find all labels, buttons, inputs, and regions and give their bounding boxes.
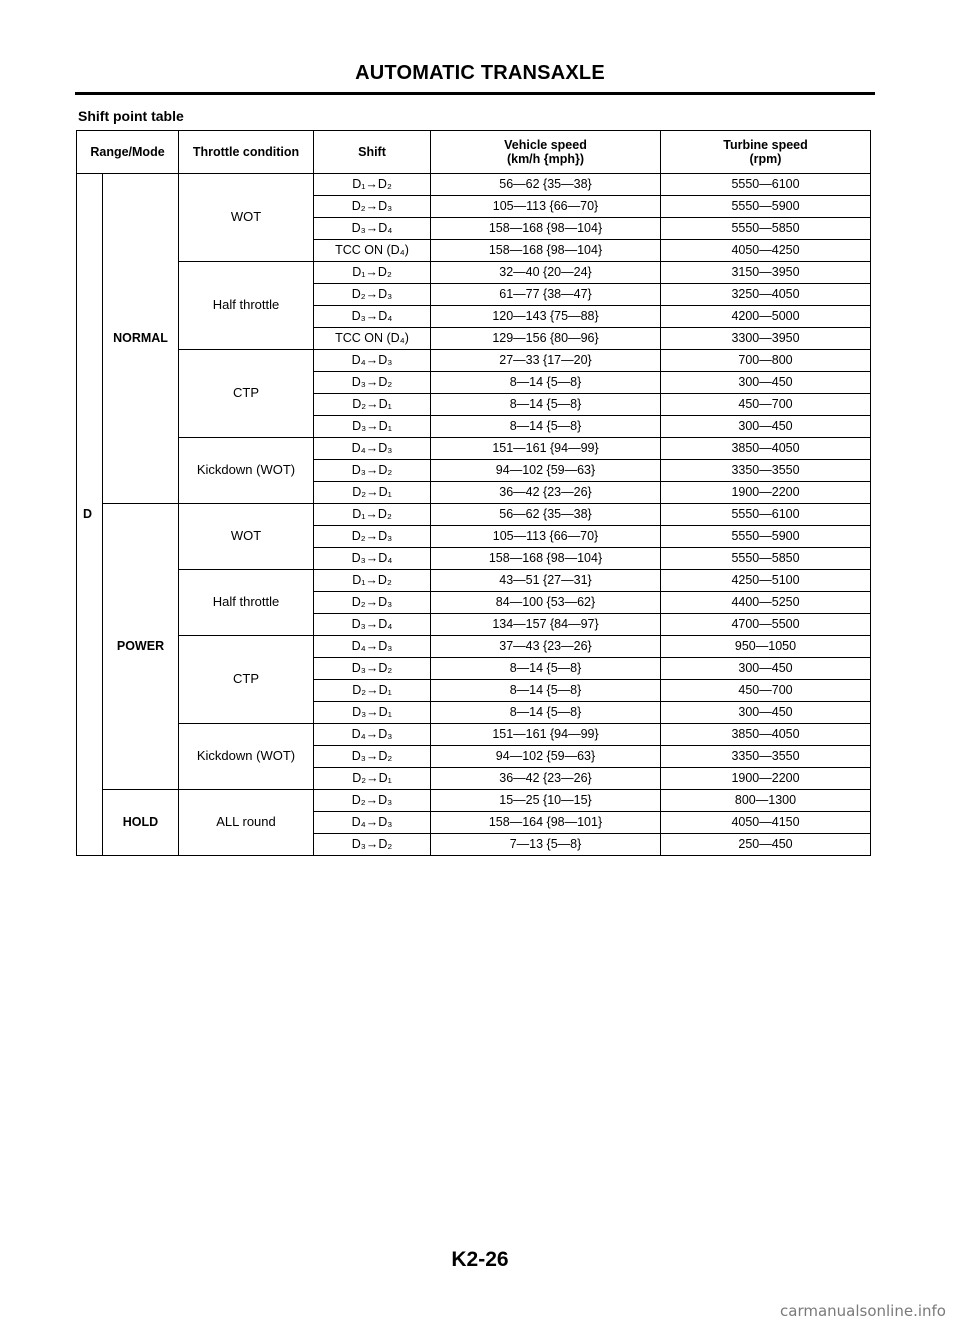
throttle-condition-cell: Half throttle <box>179 262 314 350</box>
vehicle-speed-cell: 27—33 {17—20} <box>431 350 661 372</box>
table-row <box>77 174 871 196</box>
vehicle-speed-cell: 43—51 {27—31} <box>431 570 661 592</box>
vehicle-speed-cell: 8—14 {5—8} <box>431 658 661 680</box>
vehicle-speed-cell: 120—143 {75—88} <box>431 306 661 328</box>
shift-cell: D₁→D₂ <box>314 174 431 196</box>
vehicle-speed-cell: 158—168 {98—104} <box>431 218 661 240</box>
shift-cell: D₃→D₄ <box>314 548 431 570</box>
vehicle-speed-unit: (km/h {mph}) <box>506 152 585 166</box>
throttle-condition-cell: WOT <box>179 504 314 570</box>
shift-cell: D₂→D₃ <box>314 284 431 306</box>
vehicle-speed-cell: 129—156 {80—96} <box>431 328 661 350</box>
shift-cell: D₄→D₃ <box>314 350 431 372</box>
vehicle-speed-cell: 94—102 {59—63} <box>431 746 661 768</box>
shift-cell: D₃→D₂ <box>314 658 431 680</box>
mode-cell: HOLD <box>103 790 179 856</box>
turbine-speed-cell: 450—700 <box>661 394 871 416</box>
turbine-speed-cell: 4050—4250 <box>661 240 871 262</box>
shift-cell: D₃→D₂ <box>314 834 431 856</box>
vehicle-speed-cell: 105—113 {66—70} <box>431 526 661 548</box>
shift-cell: D₄→D₃ <box>314 636 431 658</box>
shift-cell: D₂→D₃ <box>314 592 431 614</box>
throttle-condition-cell: Kickdown (WOT) <box>179 724 314 790</box>
shift-cell: D₂→D₃ <box>314 526 431 548</box>
vehicle-speed-cell: 158—164 {98—101} <box>431 812 661 834</box>
vehicle-speed-cell: 151—161 {94—99} <box>431 438 661 460</box>
shift-cell: D₂→D₃ <box>314 196 431 218</box>
turbine-speed-cell: 3850—4050 <box>661 724 871 746</box>
turbine-speed-cell: 5550—5850 <box>661 548 871 570</box>
turbine-speed-cell: 1900—2200 <box>661 482 871 504</box>
turbine-speed-label: Turbine speed <box>723 137 808 152</box>
shift-cell: D₂→D₁ <box>314 394 431 416</box>
turbine-speed-cell: 3350—3550 <box>661 746 871 768</box>
vehicle-speed-cell: 105—113 {66—70} <box>431 196 661 218</box>
shift-cell: D₃→D₂ <box>314 372 431 394</box>
turbine-speed-cell: 450—700 <box>661 680 871 702</box>
shift-cell: D₃→D₄ <box>314 218 431 240</box>
shift-cell: D₁→D₂ <box>314 504 431 526</box>
turbine-speed-cell: 4250—5100 <box>661 570 871 592</box>
turbine-speed-cell: 700—800 <box>661 350 871 372</box>
vehicle-speed-cell: 84—100 {53—62} <box>431 592 661 614</box>
turbine-speed-cell: 5550—5850 <box>661 218 871 240</box>
turbine-speed-cell: 300—450 <box>661 416 871 438</box>
throttle-condition-cell: Half throttle <box>179 570 314 636</box>
shift-cell: D₂→D₁ <box>314 482 431 504</box>
turbine-speed-cell: 300—450 <box>661 372 871 394</box>
table-row <box>77 262 871 284</box>
shift-cell: D₄→D₃ <box>314 812 431 834</box>
column-header-vehicle-speed <box>431 131 661 174</box>
turbine-speed-unit: (rpm) <box>749 152 782 166</box>
shift-cell: D₂→D₁ <box>314 768 431 790</box>
mode-cell: POWER <box>103 504 179 790</box>
table-body <box>77 174 871 856</box>
page-title: AUTOMATIC TRANSAXLE <box>355 62 605 84</box>
vehicle-speed-label: Vehicle speed <box>504 137 587 152</box>
turbine-speed-cell: 300—450 <box>661 702 871 724</box>
vehicle-speed-cell: 32—40 {20—24} <box>431 262 661 284</box>
shift-cell: D₂→D₃ <box>314 790 431 812</box>
shift-cell: D₃→D₂ <box>314 746 431 768</box>
mode-cell: NORMAL <box>103 174 179 504</box>
shift-cell: TCC ON (D₄) <box>314 328 431 350</box>
shift-cell: D₃→D₂ <box>314 460 431 482</box>
turbine-speed-cell: 5550—5900 <box>661 526 871 548</box>
vehicle-speed-cell: 8—14 {5—8} <box>431 416 661 438</box>
vehicle-speed-cell: 56—62 {35—38} <box>431 174 661 196</box>
table-row <box>77 438 871 460</box>
vehicle-speed-cell: 37—43 {23—26} <box>431 636 661 658</box>
vehicle-speed-cell: 158—168 {98—104} <box>431 240 661 262</box>
vehicle-speed-cell: 36—42 {23—26} <box>431 482 661 504</box>
title-rule <box>75 92 875 95</box>
column-header-range-mode: Range/Mode <box>77 131 179 174</box>
table-row <box>77 350 871 372</box>
shift-cell: D₁→D₂ <box>314 570 431 592</box>
vehicle-speed-cell: 15—25 {10—15} <box>431 790 661 812</box>
vehicle-speed-cell: 8—14 {5—8} <box>431 702 661 724</box>
shift-cell: D₄→D₃ <box>314 438 431 460</box>
range-cell: D <box>77 174 103 856</box>
shift-cell: D₃→D₁ <box>314 702 431 724</box>
turbine-speed-cell: 250—450 <box>661 834 871 856</box>
turbine-speed-cell: 3150—3950 <box>661 262 871 284</box>
table-row <box>77 636 871 658</box>
shift-cell: D₄→D₃ <box>314 724 431 746</box>
throttle-condition-cell: CTP <box>179 636 314 724</box>
throttle-condition-cell: Kickdown (WOT) <box>179 438 314 504</box>
section-title: Shift point table <box>78 108 184 124</box>
page-number: K2-26 <box>451 1248 509 1271</box>
vehicle-speed-cell: 158—168 {98—104} <box>431 548 661 570</box>
vehicle-speed-cell: 7—13 {5—8} <box>431 834 661 856</box>
vehicle-speed-cell: 36—42 {23—26} <box>431 768 661 790</box>
shift-point-table <box>76 130 871 856</box>
shift-cell: TCC ON (D₄) <box>314 240 431 262</box>
throttle-condition-cell: WOT <box>179 174 314 262</box>
turbine-speed-cell: 950—1050 <box>661 636 871 658</box>
vehicle-speed-cell: 56—62 {35—38} <box>431 504 661 526</box>
shift-cell: D₁→D₂ <box>314 262 431 284</box>
table-row <box>77 504 871 526</box>
vehicle-speed-cell: 134—157 {84—97} <box>431 614 661 636</box>
turbine-speed-cell: 300—450 <box>661 658 871 680</box>
turbine-speed-cell: 4400—5250 <box>661 592 871 614</box>
turbine-speed-cell: 4200—5000 <box>661 306 871 328</box>
table-header-row <box>77 131 871 174</box>
turbine-speed-cell: 4050—4150 <box>661 812 871 834</box>
vehicle-speed-cell: 8—14 {5—8} <box>431 394 661 416</box>
table-row <box>77 570 871 592</box>
shift-cell: D₂→D₁ <box>314 680 431 702</box>
turbine-speed-cell: 3350—3550 <box>661 460 871 482</box>
turbine-speed-cell: 4700—5500 <box>661 614 871 636</box>
table-row <box>77 790 871 812</box>
throttle-condition-cell: CTP <box>179 350 314 438</box>
vehicle-speed-cell: 151—161 {94—99} <box>431 724 661 746</box>
vehicle-speed-cell: 94—102 {59—63} <box>431 460 661 482</box>
turbine-speed-cell: 3850—4050 <box>661 438 871 460</box>
turbine-speed-cell: 800—1300 <box>661 790 871 812</box>
table-row <box>77 724 871 746</box>
turbine-speed-cell: 5550—5900 <box>661 196 871 218</box>
shift-cell: D₃→D₁ <box>314 416 431 438</box>
turbine-speed-cell: 1900—2200 <box>661 768 871 790</box>
turbine-speed-cell: 5550—6100 <box>661 504 871 526</box>
column-header-shift: Shift <box>314 131 431 174</box>
vehicle-speed-cell: 8—14 {5—8} <box>431 680 661 702</box>
column-header-throttle-condition: Throttle condition <box>179 131 314 174</box>
watermark: carmanualsonline.info <box>780 1302 946 1320</box>
throttle-condition-cell: ALL round <box>179 790 314 856</box>
turbine-speed-cell: 5550—6100 <box>661 174 871 196</box>
shift-cell: D₃→D₄ <box>314 306 431 328</box>
vehicle-speed-cell: 61—77 {38—47} <box>431 284 661 306</box>
shift-cell: D₃→D₄ <box>314 614 431 636</box>
vehicle-speed-cell: 8—14 {5—8} <box>431 372 661 394</box>
column-header-turbine-speed <box>661 131 871 174</box>
turbine-speed-cell: 3300—3950 <box>661 328 871 350</box>
turbine-speed-cell: 3250—4050 <box>661 284 871 306</box>
